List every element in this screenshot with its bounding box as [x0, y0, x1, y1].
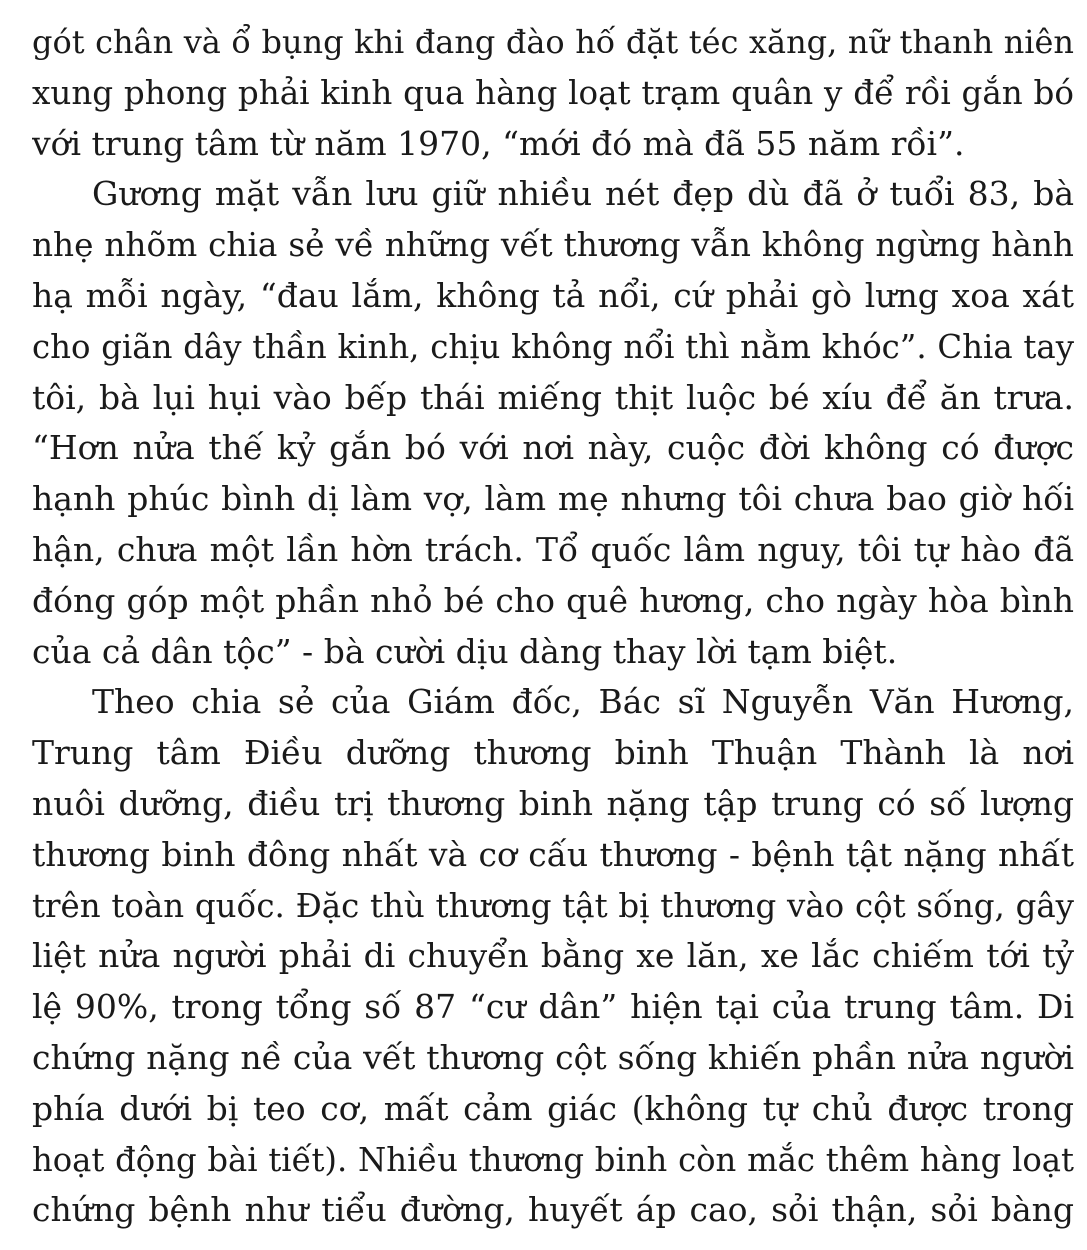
paragraph-1 [32, 0, 1074, 169]
text-line: với trung tâm từ năm 1970, “mới đó mà đã 55 năm rồi”. [32, 123, 965, 163]
text-line: gót chân và ổ bụng khi đang đào hố đặt téc xăng, nữ thanh niên [32, 23, 1074, 61]
text-line: chứng bệnh như tiểu đường, huyết áp cao, sỏi thận, sỏi bàng [32, 1190, 1074, 1230]
text-line: Gương mặt vẫn lưu giữ nhiều nét đẹp dù đã ở tuổi 83, bà [92, 174, 1074, 214]
text-line: Trung tâm Điều dưỡng thương binh Thuận Thành là nơi [32, 733, 1074, 773]
document-page [32, 0, 1074, 1250]
text-line: phía dưới bị teo cơ, mất cảm giác (không tự chủ được trong [32, 1088, 1074, 1128]
text-line: tôi, bà lụi hụi vào bếp thái miếng thịt luộc bé xíu để ăn trưa. [32, 377, 1074, 417]
text-line: chứng nặng nề của vết thương cột sống khiến phần nửa người [32, 1037, 1074, 1077]
text-line: lệ 90%, trong tổng số 87 “cư dân” hiện tại của trung tâm. Di [32, 987, 1074, 1027]
text-line: cho giãn dây thần kinh, chịu không nổi thì nằm khóc”. Chia tay [32, 327, 1074, 366]
text-line: hận, chưa một lần hờn trách. Tổ quốc lâm nguy, tôi tự hào đã [32, 529, 1074, 569]
text-line: nhẹ nhõm chia sẻ về những vết thương vẫn không ngừng hành [32, 226, 1074, 265]
text-line: trên toàn quốc. Đặc thù thương tật bị thương vào cột sống, gây [32, 886, 1074, 925]
paragraph-3 [32, 677, 1074, 1236]
text-line: hạnh phúc bình dị làm vợ, làm mẹ nhưng tôi chưa bao giờ hối [32, 479, 1074, 519]
text-line: của cả dân tộc” - bà cười dịu dàng thay lời tạm biệt. [32, 631, 898, 671]
text-line: nuôi dưỡng, điều trị thương binh nặng tập trung có số lượng [32, 783, 1074, 823]
text-line: đóng góp một phần nhỏ bé cho quê hương, cho ngày hòa bình [32, 580, 1074, 620]
text-line: hạ mỗi ngày, “đau lắm, không tả nổi, cứ phải gò lưng xoa xát [32, 275, 1074, 315]
text-line: “Hơn nửa thế kỷ gắn bó với nơi này, cuộc đời không có được [32, 428, 1074, 468]
text-line: Theo chia sẻ của Giám đốc, Bác sĩ Nguyễn Văn Hương, [92, 682, 1074, 722]
text-line: liệt nửa người phải di chuyển bằng xe lăn, xe lắc chiếm tới tỷ [32, 936, 1074, 976]
text-line: hoạt động bài tiết). Nhiều thương binh còn mắc thêm hàng loạt [32, 1140, 1074, 1179]
paragraph-2 [32, 169, 1074, 677]
text-line: thương binh đông nhất và cơ cấu thương - bệnh tật nặng nhất [32, 834, 1074, 874]
text-line: xung phong phải kinh qua hàng loạt trạm quân y để rồi gắn bó [32, 73, 1074, 112]
